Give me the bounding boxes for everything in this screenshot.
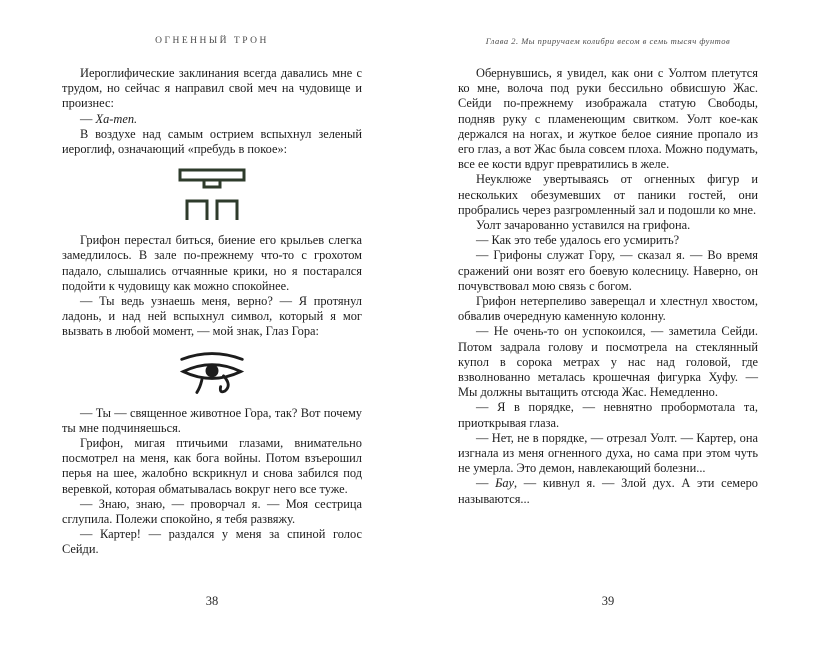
dash-prefix: — — [80, 111, 96, 126]
running-head-left: ОГНЕННЫЙ ТРОН — [155, 36, 269, 46]
running-head-right: Глава 2. Мы приручаем колибри весом в семь тысяч фунтов — [485, 36, 731, 46]
dash-prefix: — — [476, 476, 496, 491]
eye-of-horus-figure — [62, 349, 362, 397]
page-number-right: 39 — [601, 594, 615, 608]
paragraph: Грифон, мигая птичьими глазами, внимательно посмотрел на меня, как бога войны. Потом взъерошил перья на шее, жалобно вскрикнул и снова забился под веревкой, которая обматывалась вокруг него все туже. — [62, 436, 362, 496]
dialogue-rest: , — кивнул я. — Злой дух. А эти семеро называются... — [458, 476, 758, 506]
paragraph: Обернувшись, я увидел, как они с Уолтом плетутся ко мне, волоча под руки бессильно обвисшую Жас. Сейди по-прежнему изображала статую Свободы, подняв руку с пламенеющим свитком. Уолт кое-как держался на ногах, и жуткое белое сияние пропало из его глаз, а вот Жас была совсем плоха. Можно подумать, все ее кости вдруг превратились в желе. — [458, 66, 758, 172]
page-number-left: 38 — [205, 594, 219, 608]
book-page-right — [458, 36, 758, 636]
dialogue-line: — Не очень-то он успокоился, — заметила Сейди. Потом задрала голову и посмотрела на стеклянный купол в сорока метрах у нас над головой, где взволнованно металась крошечная фигурка Хуфу. — Мы должны вытащить отсюда Жас. Немедленно. — [458, 324, 758, 400]
paragraph: Иероглифические заклинания всегда давались мне с трудом, но сейчас я направил свой меч на чудовище и произнес: — [62, 66, 362, 111]
hotep-hieroglyph-figure — [62, 166, 362, 224]
page-text-right — [458, 66, 758, 507]
dialogue-line: — Ты — священное животное Гора, так? Вот почему ты мне подчиняешься. — [62, 405, 362, 435]
paragraph: В воздухе над самым острием вспыхнул зеленый иероглиф, означающий «пребудь в покое»: — [62, 126, 362, 157]
paragraph: Неуклюже увертываясь от огненных фигур и нескольких обезумевших от паники гостей, они пробрались через разгромленный зал и подошли ко мне. — [458, 172, 758, 217]
spell-word-italic: Ха-теп. — [95, 111, 138, 126]
dialogue-line: — Нет, не в порядке, — отрезал Уолт. — Картер, она изгнала из меня огненного духа, но сама при этом чуть не умерла. Это демон, навлекающий болезни... — [458, 430, 758, 476]
dialogue-line: — Я в порядке, — невнятно пробормотала та, приоткрывая глаза. — [458, 400, 758, 430]
paragraph: Грифон перестал биться, биение его крыльев слегка замедлилось. В зале по-прежнему что-то с грохотом падало, слышались отчаянные крики, но я постарался подойти к чудовищу как можно спокойнее. — [62, 233, 362, 293]
paragraph: Грифон нетерпеливо заверещал и хлестнул хвостом, обвалив очередную каменную колонну. — [458, 294, 758, 324]
spirit-word-italic: Бау — [495, 476, 514, 491]
dialogue-line: — Как это тебе удалось его усмирить? — [476, 233, 680, 248]
page-text-left — [62, 66, 362, 558]
dialogue-line: — Знаю, знаю, — проворчал я. — Моя сестрица сглупила. Полежи спокойно, я тебя развяжу. — [62, 496, 362, 527]
hotep-hieroglyph-icon — [175, 166, 249, 224]
dialogue-line: — Картер! — раздался у меня за спиной голос Сейди. — [62, 527, 362, 557]
dialogue-line: — Грифоны служат Гору, — сказал я. — Во время сражений они возят его боевую колесницу. Наверно, он почувствовал мою связь с богом. — [458, 248, 758, 293]
dialogue-line: — Ты ведь узнаешь меня, верно? — Я протянул ладонь, и над ней вспыхнул символ, который я мог вызвать в любой момент, — мой знак, Глаз Гора: — [62, 294, 362, 339]
eye-of-horus-icon — [176, 349, 248, 397]
paragraph: Уолт зачарованно уставился на грифона. — [476, 218, 691, 233]
dialogue-line — [62, 112, 362, 127]
dialogue-line — [458, 476, 758, 506]
book-page-left — [62, 36, 362, 636]
